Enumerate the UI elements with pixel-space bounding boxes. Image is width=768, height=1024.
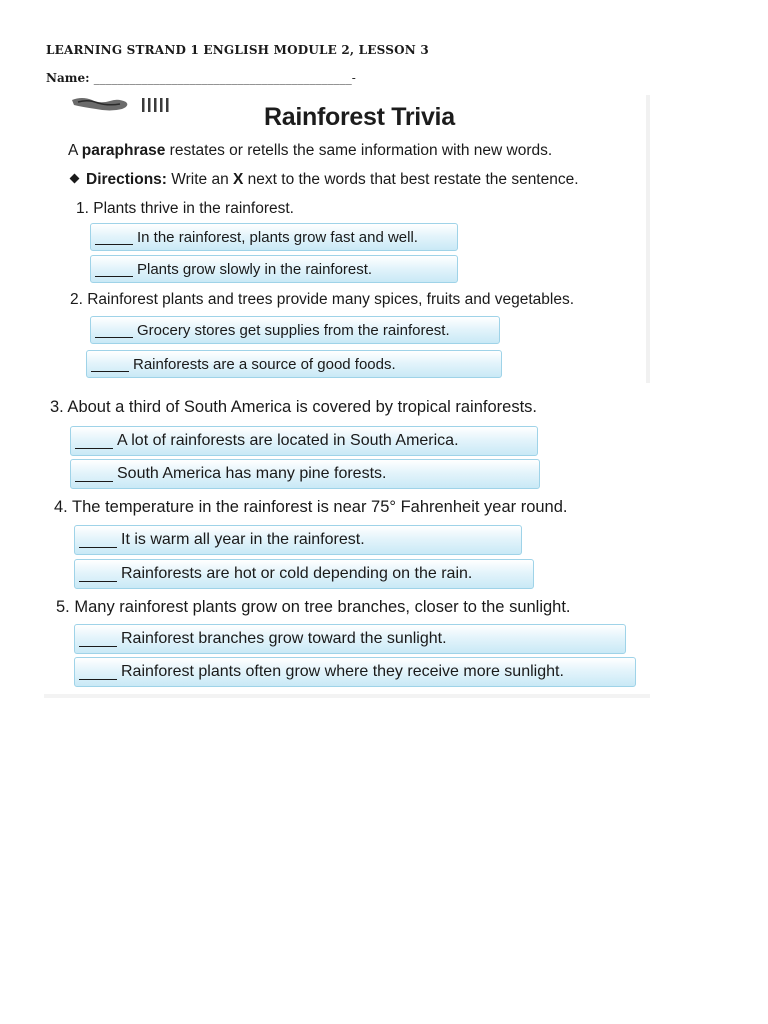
name-field bbox=[46, 71, 356, 85]
question-1: 1. Plants thrive in the rainforest. bbox=[76, 200, 294, 217]
option-text: In the rainforest, plants grow fast and well. bbox=[137, 228, 418, 246]
answer-option[interactable] bbox=[90, 223, 458, 251]
option-text: A lot of rainforests are located in South America. bbox=[117, 432, 459, 449]
option-text: Rainforest branches grow toward the sunlight. bbox=[121, 630, 447, 647]
worksheet-image-edge bbox=[646, 95, 650, 383]
answer-blank[interactable] bbox=[91, 357, 129, 372]
answer-option[interactable] bbox=[74, 657, 636, 687]
answer-option[interactable] bbox=[86, 350, 502, 378]
answer-blank[interactable] bbox=[95, 262, 133, 277]
directions-mark: X bbox=[233, 171, 244, 188]
answer-blank[interactable] bbox=[95, 230, 133, 245]
answer-option[interactable] bbox=[74, 525, 522, 555]
option-text: Rainforests are hot or cold depending on the rain. bbox=[121, 565, 473, 582]
answer-blank[interactable] bbox=[95, 323, 133, 338]
answer-option[interactable] bbox=[74, 624, 626, 654]
directions: Directions: Write an X next to the words that best restate the sentence. bbox=[68, 171, 579, 189]
answer-blank[interactable] bbox=[79, 533, 117, 548]
worksheet-image-bottom-edge bbox=[44, 694, 650, 698]
option-text: It is warm all year in the rainforest. bbox=[121, 531, 365, 548]
question-5: 5. Many rainforest plants grow on tree branches, closer to the sunlight. bbox=[56, 598, 571, 616]
question-2: 2. Rainforest plants and trees provide many spices, fruits and vegetables. bbox=[70, 291, 575, 308]
option-text: Rainforest plants often grow where they receive more sunlight. bbox=[121, 663, 564, 680]
name-blank-line[interactable]: ___________________________________________- bbox=[93, 71, 356, 85]
answer-blank[interactable] bbox=[79, 665, 117, 680]
answer-option[interactable] bbox=[90, 316, 500, 344]
option-text: Grocery stores get supplies from the rainforest. bbox=[137, 321, 450, 339]
answer-blank[interactable] bbox=[79, 567, 117, 582]
paraphrase-term: paraphrase bbox=[81, 142, 166, 159]
document-title: LEARNING STRAND 1 ENGLISH MODULE 2, LESSON 3 bbox=[46, 43, 429, 57]
diamond-icon bbox=[70, 174, 80, 184]
decorative-illustration bbox=[70, 94, 174, 114]
paraphrase-definition: A paraphrase restates or retells the same information with new words. bbox=[68, 142, 553, 159]
answer-blank[interactable] bbox=[75, 467, 113, 482]
answer-option[interactable] bbox=[70, 459, 540, 489]
answer-option[interactable] bbox=[90, 255, 458, 283]
name-label: Name: bbox=[46, 71, 90, 85]
answer-option[interactable] bbox=[74, 559, 534, 589]
option-text: Rainforests are a source of good foods. bbox=[133, 355, 396, 373]
question-3: 3. About a third of South America is covered by tropical rainforests. bbox=[50, 398, 537, 416]
answer-blank[interactable] bbox=[79, 632, 117, 647]
answer-option[interactable] bbox=[70, 426, 538, 456]
directions-label: Directions: bbox=[86, 171, 167, 188]
question-4: 4. The temperature in the rainforest is near 75° Fahrenheit year round. bbox=[54, 498, 568, 516]
answer-blank[interactable] bbox=[75, 434, 113, 449]
option-text: Plants grow slowly in the rainforest. bbox=[137, 260, 373, 278]
worksheet-title: Rainforest Trivia bbox=[264, 103, 455, 131]
option-text: South America has many pine forests. bbox=[117, 465, 387, 482]
